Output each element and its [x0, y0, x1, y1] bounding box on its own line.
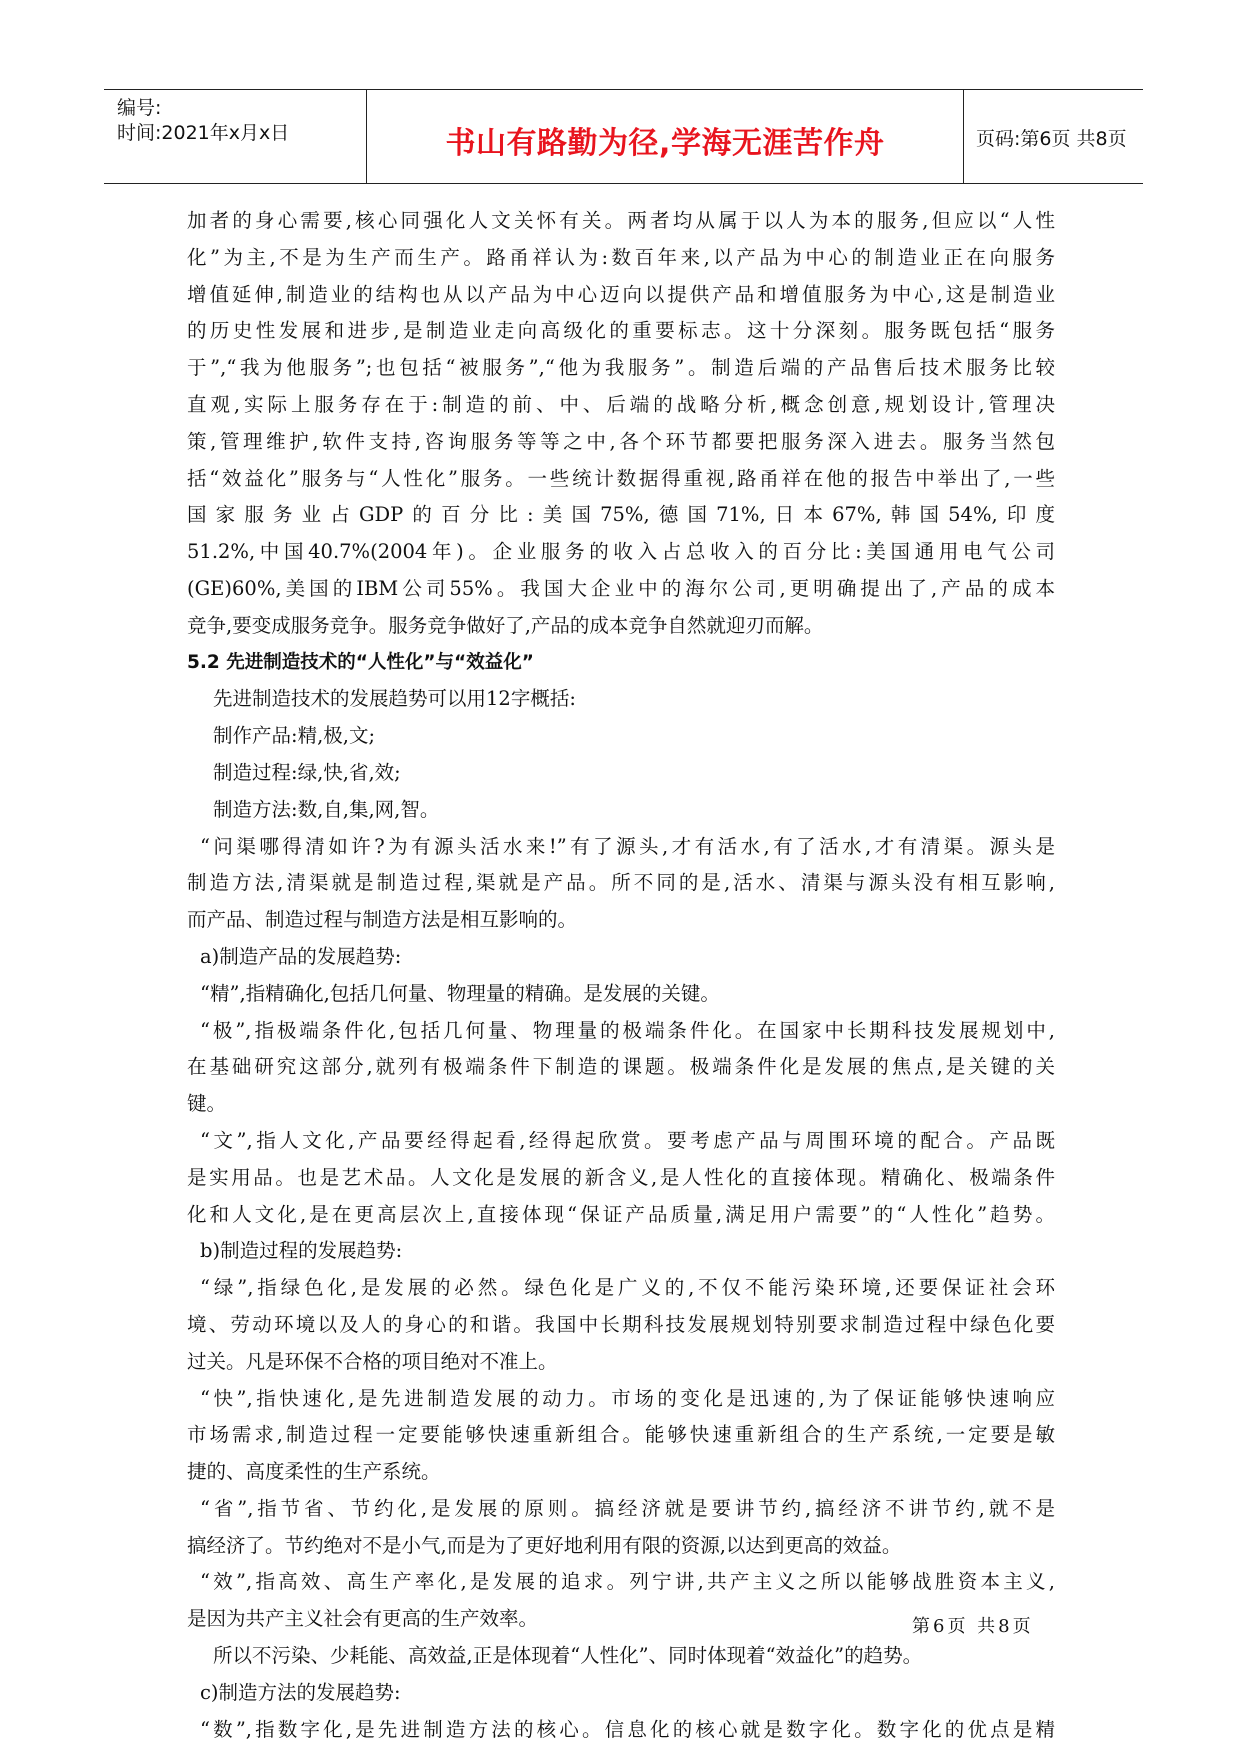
text-line: 是实用品。也是艺术品。人文化是发展的新含义,是人性化的直接体现。精确化、极端条件	[187, 1165, 1055, 1189]
text-line: (GE)60%,美国的IBM公司55%。我国大企业中的海尔公司,更明确提出了,产品的成本	[187, 576, 1055, 600]
text-line: 于”,“我为他服务”;也包括“被服务”,“他为我服务”。制造后端的产品售后技术服务比较	[187, 356, 1055, 380]
text-line: 增值延伸,制造业的结构也从以产品为中心迈向以提供产品和增值服务为中心,这是制造业	[187, 282, 1055, 306]
text-line: 加者的身心需要,核心同强化人文关怀有关。两者均从属于以人为本的服务,但应以“人性	[187, 209, 1055, 232]
text-line: 先进制造技术的发展趋势可以用12字概括:	[213, 687, 576, 711]
text-line: 境、劳动环境以及人的身心的和谐。我国中长期科技发展规划特别要求制造过程中绿色化要	[187, 1312, 1055, 1336]
text-line: 键。	[187, 1092, 227, 1116]
page-footer: 第6页 共8页	[912, 1616, 1034, 1637]
text-line: 过关。凡是环保不合格的项目绝对不准上。	[187, 1349, 558, 1373]
text-line: 直观,实际上服务存在于:制造的前、中、后端的战略分析,概念创意,规划设计,管理决	[187, 392, 1055, 416]
text-line: b)制造过程的发展趋势:	[200, 1239, 403, 1263]
text-line: 51.2%,中国40.7%(2004年)。企业服务的收入占总收入的百分比:美国通用电气公司	[187, 540, 1055, 564]
text-line: “数”,指数字化,是先进制造方法的核心。信息化的核心就是数字化。数字化的优点是精	[200, 1717, 1055, 1741]
text-line: 括“效益化”服务与“人性化”服务。一些统计数据得重视,路甬祥在他的报告中举出了,一些	[187, 466, 1055, 490]
text-line: “问渠哪得清如许?为有源头活水来!”有了源头,才有活水,有了活水,才有清渠。源头是	[200, 834, 1055, 858]
text-line: 在基础研究这部分,就列有极端条件下制造的课题。极端条件化是发展的焦点,是关键的关	[187, 1055, 1055, 1079]
text-line: 制造方法,清渠就是制造过程,渠就是产品。所不同的是,活水、清渠与源头没有相互影响,	[187, 871, 1055, 895]
motto-text: 书山有路勤为径,学海无涯苦作舟	[445, 126, 885, 161]
text-line: 搞经济了。节约绝对不是小气,而是为了更好地利用有限的资源,以达到更高的效益。	[187, 1533, 902, 1557]
text-line: 所以不污染、少耗能、高效益,正是体现着“人性化”、同时体现着“效益化”的趋势。	[213, 1644, 923, 1668]
text-line: 制造过程:绿,快,省,效;	[213, 760, 401, 784]
text-line: 化”为主,不是为生产而生产。路甬祥认为:数百年来,以产品为中心的制造业正在向服务	[187, 245, 1055, 269]
text-line: c)制造方法的发展趋势:	[200, 1680, 401, 1704]
text-line: “极”,指极端条件化,包括几何量、物理量的极端条件化。在国家中长期科技发展规划中,	[200, 1018, 1055, 1042]
text-line: 捷的、高度柔性的生产系统。	[187, 1460, 441, 1484]
text-line: 的历史性发展和进步,是制造业走向高级化的重要标志。这十分深刻。服务既包括“服务	[187, 319, 1055, 343]
text-line: “精”,指精确化,包括几何量、物理量的精确。是发展的关键。	[200, 981, 720, 1005]
text-line: 竞争,要变成服务竞争。服务竞争做好了,产品的成本竞争自然就迎刃而解。	[187, 613, 824, 637]
section-heading: 5.2 先进制造技术的“人性化”与“效益化”	[187, 651, 534, 673]
text-line: a)制造产品的发展趋势:	[200, 944, 402, 968]
header-motto-cell	[367, 90, 964, 183]
page-code: 页码:第6页 共8页	[976, 128, 1127, 150]
text-line: “省”,指节省、节约化,是发展的原则。搞经济就是要讲节约,搞经济不讲节约,就不是	[200, 1496, 1055, 1520]
header-info-cell	[104, 90, 367, 183]
text-line: 策,管理维护,软件支持,咨询服务等等之中,各个环节都要把服务深入进去。服务当然包	[187, 429, 1055, 453]
text-line: “效”,指高效、高生产率化,是发展的追求。列宁讲,共产主义之所以能够战胜资本主义,	[200, 1570, 1055, 1594]
text-line: 市场需求,制造过程一定要能够快速重新组合。能够快速重新组合的生产系统,一定要是敏	[187, 1423, 1055, 1447]
body-text	[187, 203, 1055, 1748]
text-line: 国家服务业占GDP的百分比:美国75%,德国71%,日本67%,韩国54%,印度	[187, 503, 1055, 527]
text-line: 化和人文化,是在更高层次上,直接体现“保证产品质量,满足用户需要”的“人性化”趋势。	[187, 1202, 1055, 1226]
text-line: “快”,指快速化,是先进制造发展的动力。市场的变化是迅速的,为了保证能够快速响应	[200, 1386, 1055, 1410]
text-line: 是因为共产主义社会有更高的生产效率。	[187, 1607, 539, 1631]
text-line: 制造方法:数,自,集,网,智。	[213, 797, 440, 821]
header-page-cell	[964, 90, 1143, 183]
text-line: “绿”,指绿色化,是发展的必然。绿色化是广义的,不仅不能污染环境,还要保证社会环	[200, 1276, 1055, 1300]
text-line: 而产品、制造过程与制造方法是相互影响的。	[187, 908, 578, 932]
time-label: 时间:2021年x月x日	[117, 122, 290, 144]
page-header	[104, 89, 1143, 184]
number-label: 编号:	[117, 97, 162, 119]
text-line: 制作产品:精,极,文;	[213, 724, 376, 748]
text-line: “文”,指人文化,产品要经得起看,经得起欣赏。要考虑产品与周围环境的配合。产品既	[200, 1128, 1055, 1152]
